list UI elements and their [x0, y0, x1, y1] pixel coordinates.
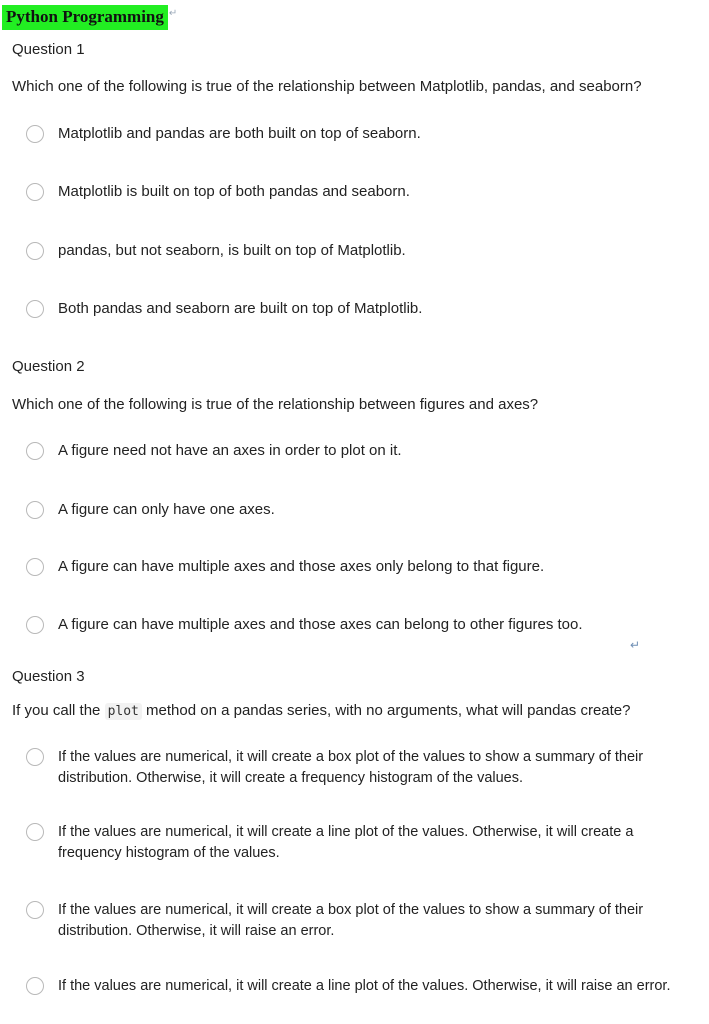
- inline-code: plot: [105, 703, 142, 720]
- radio-button[interactable]: [26, 501, 44, 519]
- option-label: If the values are numerical, it will create a line plot of the values. Otherwise, it will raise an error.: [58, 978, 671, 994]
- radio-button[interactable]: [26, 558, 44, 576]
- question-3-option-3[interactable]: [26, 901, 688, 942]
- radio-button[interactable]: [26, 242, 44, 260]
- question-3-text-before: If you call the: [12, 702, 101, 719]
- option-label: Both pandas and seaborn are built on top of Matplotlib.: [58, 300, 423, 317]
- radio-button[interactable]: [26, 442, 44, 460]
- question-3-option-4[interactable]: [26, 977, 688, 997]
- question-1-option-3[interactable]: [26, 242, 406, 261]
- option-label: A figure can only have one axes.: [58, 501, 275, 518]
- radio-button[interactable]: [26, 748, 44, 766]
- question-3-option-2[interactable]: [26, 823, 688, 864]
- option-label: If the values are numerical, it will create a box plot of the values to show a summary of their distribution. Otherwise, it will raise an error.: [58, 902, 644, 939]
- radio-button[interactable]: [26, 901, 44, 919]
- document-title: Python Programming: [2, 5, 168, 30]
- option-label: A figure can have multiple axes and those axes can belong to other figures too.: [58, 616, 583, 633]
- option-label: A figure can have multiple axes and those axes only belong to that figure.: [58, 558, 545, 575]
- question-3-text: [12, 702, 631, 719]
- radio-button[interactable]: [26, 823, 44, 841]
- question-1-option-1[interactable]: [26, 125, 421, 144]
- question-3-heading: Question 3: [12, 668, 85, 685]
- radio-button[interactable]: [26, 977, 44, 995]
- question-1-text: Which one of the following is true of the relationship between Matplotlib, pandas, and seaborn?: [12, 78, 642, 95]
- radio-button[interactable]: [26, 125, 44, 143]
- radio-button[interactable]: [26, 616, 44, 634]
- question-3-option-1[interactable]: [26, 748, 688, 789]
- question-2-heading: Question 2: [12, 358, 85, 375]
- paragraph-mark-icon: ↵: [168, 7, 178, 19]
- question-2-option-2[interactable]: [26, 501, 275, 520]
- option-label: A figure need not have an axes in order to plot on it.: [58, 442, 402, 459]
- option-label: Matplotlib is built on top of both pandas and seaborn.: [58, 183, 410, 200]
- question-2-option-3[interactable]: [26, 558, 544, 577]
- question-2-text: Which one of the following is true of the relationship between figures and axes?: [12, 396, 539, 413]
- radio-button[interactable]: [26, 300, 44, 318]
- option-label: If the values are numerical, it will create a line plot of the values. Otherwise, it will create a frequency histogram of the values.: [58, 824, 634, 861]
- document-title-row: [2, 4, 177, 30]
- question-2-option-4[interactable]: [26, 616, 583, 635]
- return-mark-icon: ↵: [630, 638, 641, 652]
- question-1-option-4[interactable]: [26, 300, 422, 319]
- question-1-option-2[interactable]: [26, 183, 410, 202]
- question-2-option-1[interactable]: [26, 442, 402, 461]
- option-label: Matplotlib and pandas are both built on top of seaborn.: [58, 125, 421, 142]
- option-label: pandas, but not seaborn, is built on top of Matplotlib.: [58, 242, 406, 259]
- question-1-heading: Question 1: [12, 41, 85, 58]
- radio-button[interactable]: [26, 183, 44, 201]
- question-3-text-after: method on a pandas series, with no arguments, what will pandas create?: [146, 702, 631, 719]
- option-label: If the values are numerical, it will create a box plot of the values to show a summary of their distribution. Otherwise, it will create a frequency histogram of the values.: [58, 749, 644, 786]
